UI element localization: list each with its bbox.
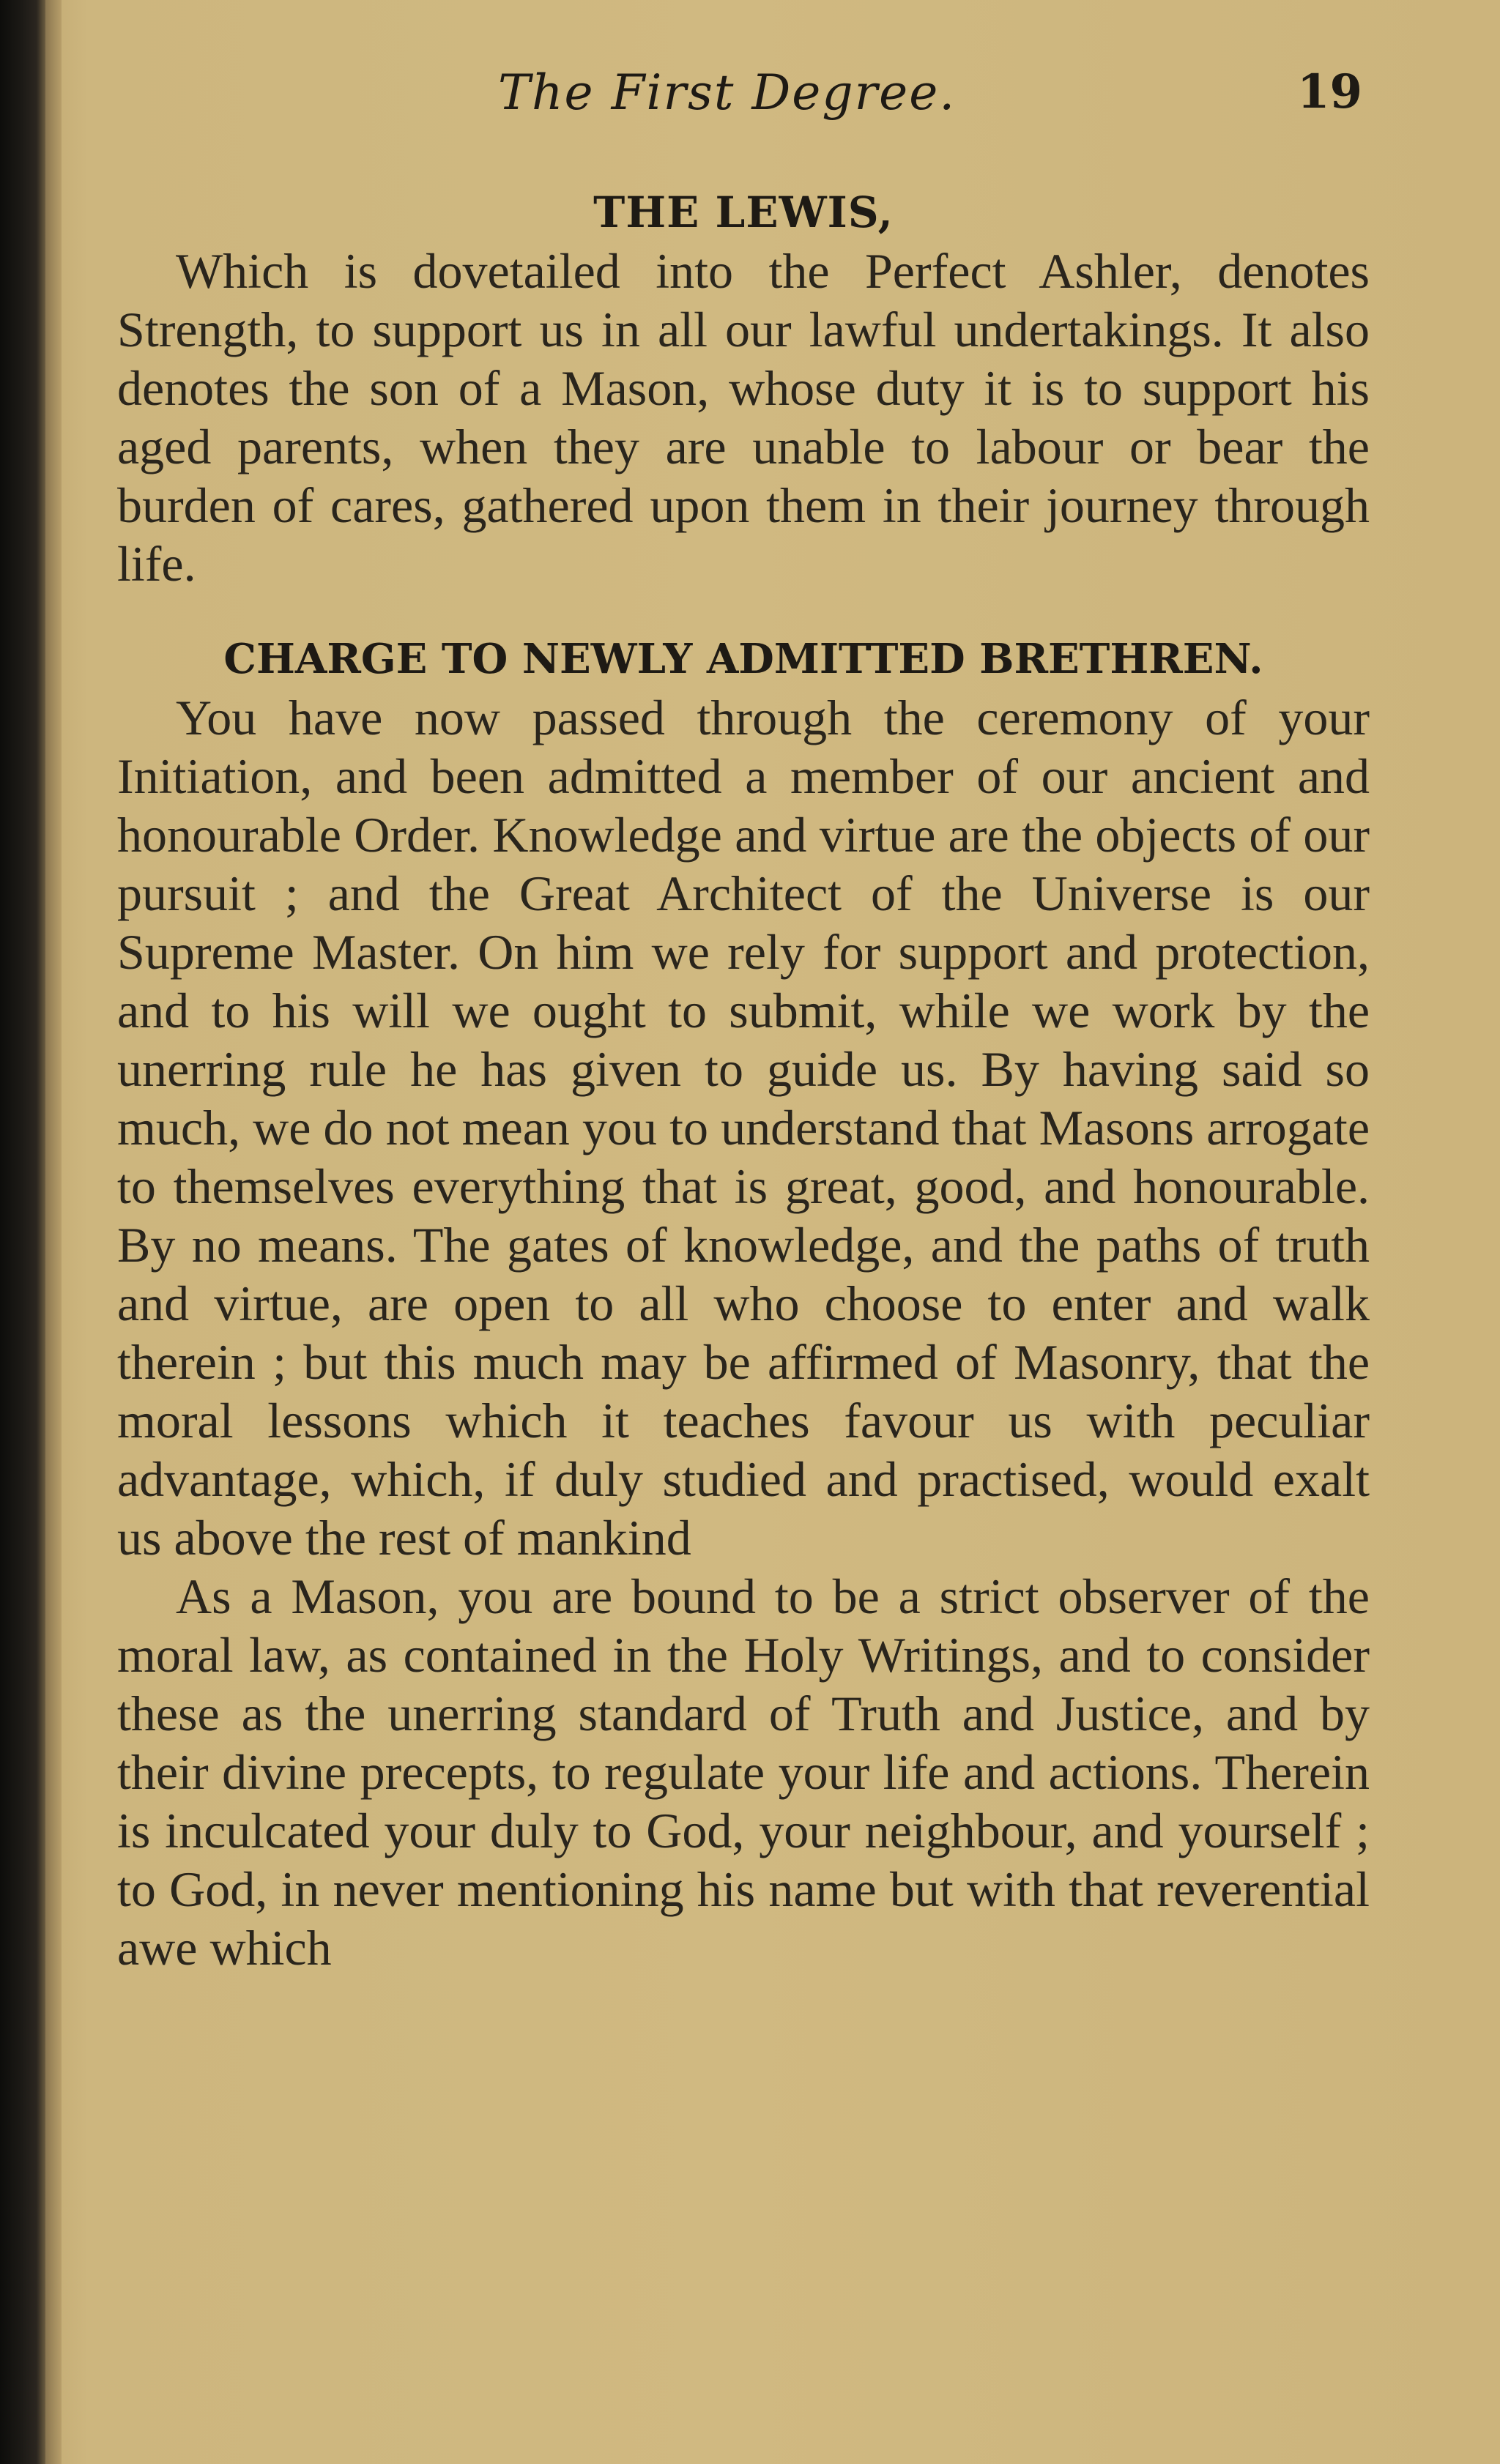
running-title: The First Degree.: [498, 64, 957, 121]
body-paragraph: You have now passed through the ceremony of your Initiation, and been admitted a member of our ancient and honourable Order. Knowledge and virtue are the objects of our pursuit ; and the Great Architect of the Universe is our Supreme Master. On him we rely for support and protection, and to his will we ought to submit, while we work by the unerring rule he has given to guide us. By having said so much, we do not mean you to understand that Masons arrogate to themselves everything that is great, good, and honourable. By no means. The gates of knowledge, and the paths of truth and virtue, are open to all who choose to enter and walk therein ; but this much may be affirmed of Masonry, that the moral lessons which it teaches favour us with peculiar advantage, which, if duly studied and practised, would exalt us above the rest of mankind: [117, 690, 1370, 1566]
section-heading: THE LEWIS,: [593, 187, 894, 237]
body-paragraph: As a Mason, you are bound to be a strict observer of the moral law, as contained in the Holy Writings, and to consider these as the unerring standard of Truth and Justice, and by their divine precepts, to regulate your life and actions. Therein is inculcated your duly to God, your neighbour, and yourself ; to God, in never mentioning his name but with that reverential awe which: [117, 1568, 1370, 1976]
section-the-lewis: [117, 183, 1370, 593]
section-charge: [117, 630, 1370, 1977]
page-gutter-shadow: [45, 0, 62, 2464]
section-heading: CHARGE TO NEWLY ADMITTED BRETHREN.: [223, 635, 1263, 683]
page-binding: [0, 0, 45, 2464]
page-header: [117, 64, 1362, 130]
page-number: 19: [1296, 64, 1362, 119]
body-paragraph: Which is dovetailed into the Perfect Ashler, denotes Strength, to support us in all our lawful undertakings. It also denotes the son of a Mason, whose duty it is to support his aged parents, when they are unable to labour or bear the burden of cares, gathered upon them in their journey through life.: [117, 243, 1370, 592]
page-body: [117, 183, 1370, 1977]
